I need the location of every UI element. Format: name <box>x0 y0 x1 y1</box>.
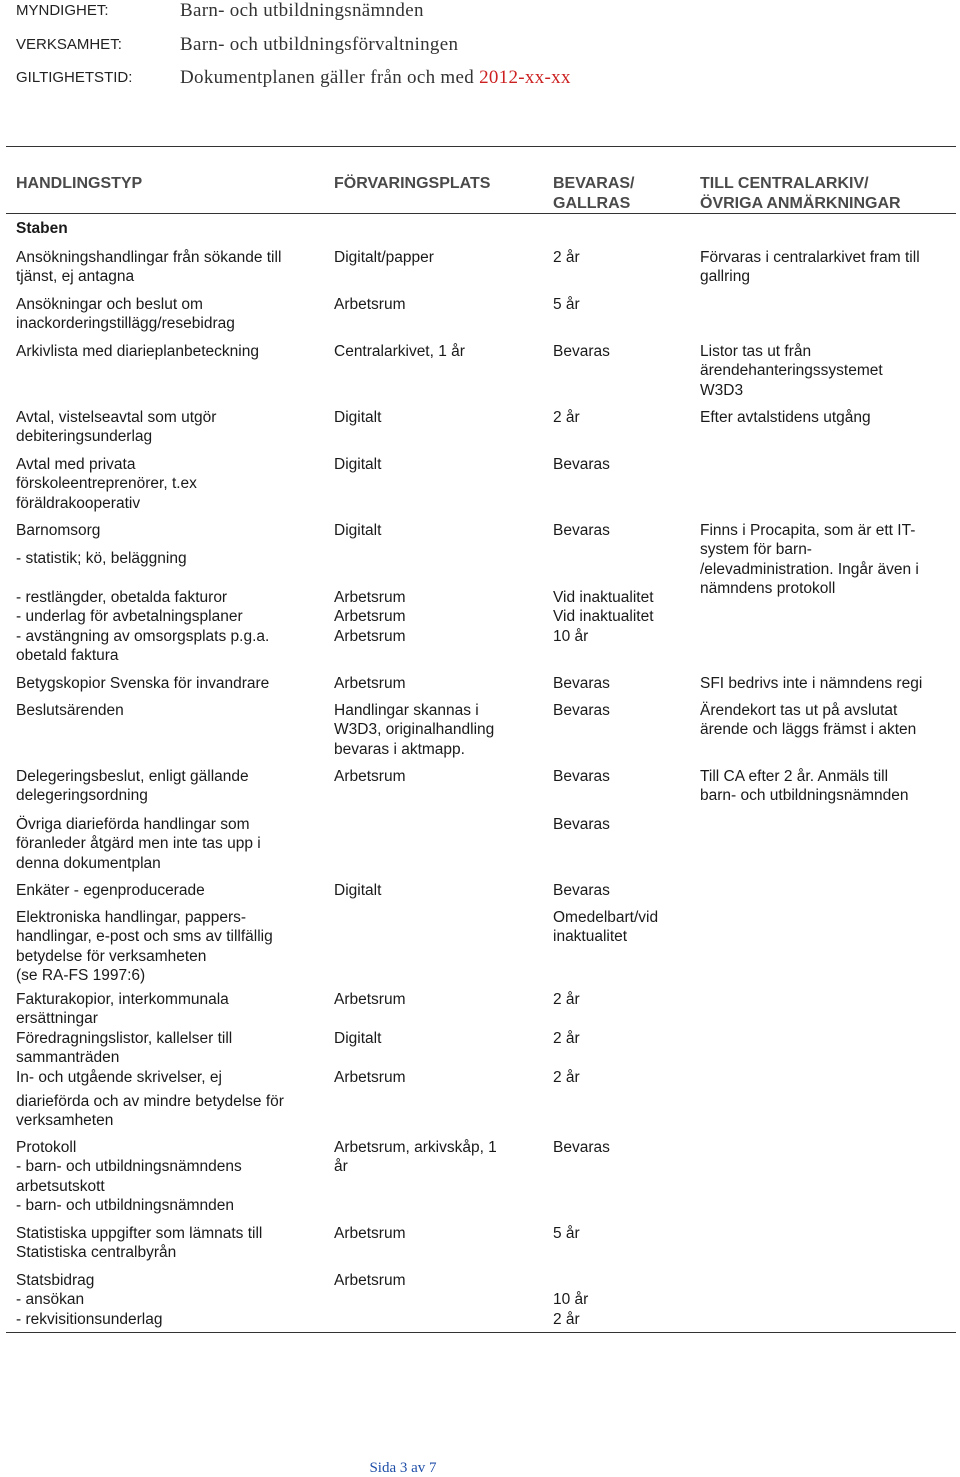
cell-forvaringsplats: Digitalt <box>334 456 382 473</box>
cell-forvaringsplats: Arbetsrum <box>334 1272 406 1289</box>
cell-bevaras-gallras: Bevaras <box>553 1139 610 1156</box>
cell-forvaringsplats: Handlingar skannas i W3D3, originalhandling bevaras i aktmapp. <box>334 702 495 758</box>
cell-bevaras-gallras: 2 år <box>553 1030 580 1047</box>
cell-forvaringsplats: Arbetsrum Arbetsrum Arbetsrum <box>334 589 406 645</box>
cell-handlingstyp: Elektroniska handlingar, pappers- handlingar, e-post och sms av tillfällig betydelse för verksamheten (se RA-FS 1997:6) <box>16 909 273 984</box>
cell-bevaras-gallras: Bevaras <box>553 675 610 692</box>
table-header-rule <box>6 213 956 214</box>
header-handlingstyp: HANDLINGSTYP <box>16 175 143 192</box>
cell-forvaringsplats: Digitalt <box>334 1030 382 1047</box>
header-centralarkiv: TILL CENTRALARKIV/ ÖVRIGA ANMÄRKNINGAR <box>700 175 901 212</box>
cell-handlingstyp: Avtal, vistelseavtal som utgör debiteringsunderlag <box>16 409 217 446</box>
cell-forvaringsplats: Arbetsrum <box>334 1225 406 1242</box>
cell-anmarkning: Till CA efter 2 år. Anmäls till barn- och utbildningsnämnden <box>700 768 909 805</box>
cell-anmarkning: SFI bedrivs inte i nämndens regi <box>700 675 923 692</box>
cell-bevaras-gallras: 2 år <box>553 1069 580 1086</box>
giltighet-date: 2012-xx-xx <box>479 67 571 88</box>
cell-handlingstyp: - statistik; kö, beläggning <box>16 550 187 567</box>
header-forvaringsplats: FÖRVARINGSPLATS <box>334 175 491 192</box>
cell-handlingstyp: Övriga diarieförda handlingar som föranleder åtgärd men inte tas upp i denna dokumentplan <box>16 816 261 872</box>
cell-bevaras-gallras: Omedelbart/vid inaktualitet <box>553 909 659 946</box>
table-top-rule <box>6 146 956 147</box>
cell-forvaringsplats: Digitalt <box>334 882 382 899</box>
cell-handlingstyp: Ansökningar och beslut om inackorderingstillägg/resebidrag <box>16 296 235 333</box>
cell-handlingstyp: diarieförda och av mindre betydelse för verksamheten <box>16 1093 284 1130</box>
cell-bevaras-gallras: 10 år 2 år <box>553 1291 589 1328</box>
cell-forvaringsplats: Digitalt <box>334 409 382 426</box>
cell-anmarkning: Förvaras i centralarkivet fram till gallring <box>700 249 920 286</box>
cell-handlingstyp: Fakturakopior, interkommunala ersättningar <box>16 991 229 1028</box>
cell-handlingstyp: Avtal med privata förskoleentreprenörer, t.ex föräldrakooperativ <box>16 456 197 512</box>
giltighet-value <box>180 67 571 89</box>
cell-forvaringsplats: Centralarkivet, 1 år <box>334 343 465 360</box>
cell-handlingstyp: Betygskopior Svenska för invandrare <box>16 675 270 692</box>
cell-forvaringsplats: Digitalt/papper <box>334 249 434 266</box>
cell-handlingstyp: Beslutsärenden <box>16 702 124 719</box>
cell-handlingstyp: Arkivlista med diarieplanbeteckning <box>16 343 259 360</box>
cell-forvaringsplats: Arbetsrum <box>334 768 406 785</box>
section-title: Staben <box>16 220 68 237</box>
verksamhet-value: Barn- och utbildningsförvaltningen <box>180 33 459 55</box>
cell-forvaringsplats: Arbetsrum <box>334 991 406 1008</box>
cell-forvaringsplats: Digitalt <box>334 522 382 539</box>
cell-forvaringsplats: Arbetsrum <box>334 675 406 692</box>
myndighet-value: Barn- och utbildningsnämnden <box>180 0 424 21</box>
cell-handlingstyp: Delegeringsbeslut, enligt gällande delegeringsordning <box>16 768 249 805</box>
header-bevaras-gallras: BEVARAS/ GALLRAS <box>553 175 635 212</box>
cell-bevaras-gallras: Bevaras <box>553 522 610 539</box>
cell-bevaras-gallras: 2 år <box>553 249 580 266</box>
table-bottom-rule <box>6 1332 956 1333</box>
myndighet-label: MYNDIGHET: <box>16 2 109 19</box>
cell-handlingstyp: Enkäter - egenproducerade <box>16 882 205 899</box>
cell-handlingstyp: Protokoll - barn- och utbildningsnämndens arbetsutskott - barn- och utbildningsnämnden <box>16 1139 242 1214</box>
cell-handlingstyp: Statistiska uppgifter som lämnats till Statistiska centralbyrån <box>16 1225 263 1262</box>
cell-anmarkning: Listor tas ut från ärendehanteringssystemet W3D3 <box>700 343 883 399</box>
cell-forvaringsplats: Arbetsrum <box>334 1069 406 1086</box>
cell-bevaras-gallras: 5 år <box>553 296 580 313</box>
page-number: Sida 3 av 7 <box>369 1460 437 1476</box>
cell-handlingstyp: Föredragningslistor, kallelser till sammanträden <box>16 1030 233 1067</box>
cell-handlingstyp: Statsbidrag - ansökan - rekvisitionsunderlag <box>16 1272 163 1328</box>
cell-forvaringsplats: Arbetsrum <box>334 296 406 313</box>
cell-anmarkning: Efter avtalstidens utgång <box>700 409 871 426</box>
cell-handlingstyp: In- och utgående skrivelser, ej <box>16 1069 222 1086</box>
cell-bevaras-gallras: Bevaras <box>553 343 610 360</box>
cell-handlingstyp: - restlängder, obetalda fakturor - underlag för avbetalningsplaner - avstängning av omsorgsplats p.g.a. obetald faktura <box>16 589 270 664</box>
giltighet-label: GILTIGHETSTID: <box>16 69 133 86</box>
cell-bevaras-gallras: Vid inaktualitet Vid inaktualitet 10 år <box>553 589 654 645</box>
giltighet-prefix: Dokumentplanen gäller från och med <box>180 67 475 88</box>
cell-handlingstyp: Barnomsorg <box>16 522 101 539</box>
cell-handlingstyp: Ansökningshandlingar från sökande till tjänst, ej antagna <box>16 249 282 286</box>
cell-anmarkning: Ärendekort tas ut på avslutat ärende och läggs främst i akten <box>700 702 917 739</box>
cell-bevaras-gallras: 2 år <box>553 409 580 426</box>
cell-bevaras-gallras: Bevaras <box>553 702 610 719</box>
cell-bevaras-gallras: Bevaras <box>553 882 610 899</box>
cell-bevaras-gallras: 2 år <box>553 991 580 1008</box>
cell-bevaras-gallras: 5 år <box>553 1225 580 1242</box>
cell-forvaringsplats: Arbetsrum, arkivskåp, 1 år <box>334 1139 497 1176</box>
cell-bevaras-gallras: Bevaras <box>553 816 610 833</box>
cell-bevaras-gallras: Bevaras <box>553 456 610 473</box>
verksamhet-label: VERKSAMHET: <box>16 35 122 53</box>
cell-bevaras-gallras: Bevaras <box>553 768 610 785</box>
cell-anmarkning: Finns i Procapita, som är ett IT- system för barn- /elevadministration. Ingår även i nämndens protokoll <box>700 522 919 597</box>
